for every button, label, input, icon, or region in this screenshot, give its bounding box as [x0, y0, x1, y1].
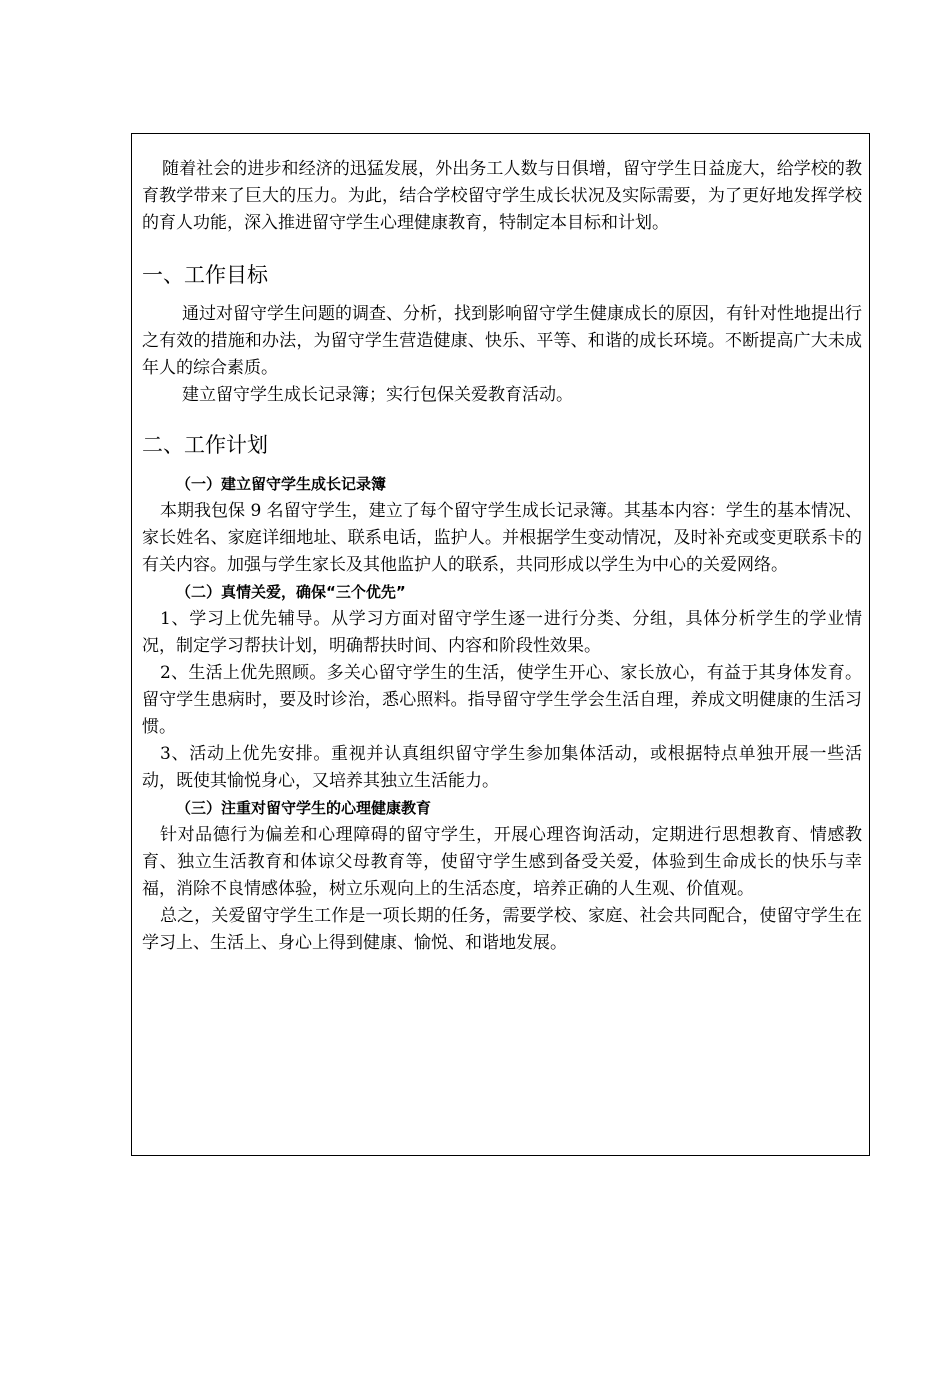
document-body — [142, 156, 862, 957]
subsection-3-paragraph-1: 针对品德行为偏差和心理障碍的留守学生，开展心理咨询活动，定期进行思想教育、情感教育、独立生活教育和体谅父母教育等，使留守学生感到备受关爱，体验到生命成长的快乐与幸福，消除不良情感体验，树立乐观向上的生活态度，培养正确的人生观、价值观。 — [142, 825, 862, 899]
section-heading-goals: 一、工作目标 — [142, 263, 268, 287]
conclusion-paragraph: 总之，关爱留守学生工作是一项长期的任务，需要学校、家庭、社会共同配合，使留守学生在学习上、生活上、身心上得到健康、愉悦、和谐地发展。 — [142, 906, 862, 953]
intro-paragraph: 随着社会的进步和经济的迅猛发展，外出务工人数与日俱增，留守学生日益庞大，给学校的教育教学带来了巨大的压力。为此，结合学校留守学生成长状况及实际需要，为了更好地发挥学校的育人功能，深入推进留守学生心理健康教育，特制定本目标和计划。 — [142, 159, 862, 233]
subsection-heading-2: （二）真情关爱，确保“三个优先” — [176, 583, 406, 601]
subsection-2-paragraph-3: 3、活动上优先安排。重视并认真组织留守学生参加集体活动，或根据特点单独开展一些活动，既使其愉悦身心，又培养其独立生活能力。 — [142, 744, 862, 791]
goals-paragraph-2: 建立留守学生成长记录簿；实行包保关爱教育活动。 — [182, 385, 573, 405]
subsection-2-paragraph-1: 1、学习上优先辅导。从学习方面对留守学生逐一进行分类、分组，具体分析学生的学业情况，制定学习帮扶计划，明确帮扶时间、内容和阶段性效果。 — [142, 609, 862, 656]
goals-paragraph-1: 通过对留守学生问题的调查、分析，找到影响留守学生健康成长的原因，有针对性地提出行之有效的措施和办法，为留守学生营造健康、快乐、平等、和谐的成长环境。不断提高广大未成年人的综合素质。 — [142, 304, 862, 378]
subsection-1-paragraph: 本期我包保 9 名留守学生，建立了每个留守学生成长记录簿。其基本内容：学生的基本情况、家长姓名、家庭详细地址、联系电话，监护人。并根据学生变动情况，及时补充或变更联系卡的有关内容。加强与学生家长及其他监护人的联系，共同形成以学生为中心的关爱网络。 — [142, 501, 862, 575]
subsection-heading-1: （一）建立留守学生成长记录簿 — [176, 475, 387, 493]
subsection-2-paragraph-2: 2、生活上优先照顾。多关心留守学生的生活，使学生开心、家长放心，有益于其身体发育。留守学生患病时，要及时诊治，悉心照料。指导留守学生学会生活自理，养成文明健康的生活习惯。 — [142, 663, 862, 737]
subsection-heading-3: （三）注重对留守学生的心理健康教育 — [176, 799, 432, 817]
section-heading-plan: 二、工作计划 — [142, 433, 268, 457]
